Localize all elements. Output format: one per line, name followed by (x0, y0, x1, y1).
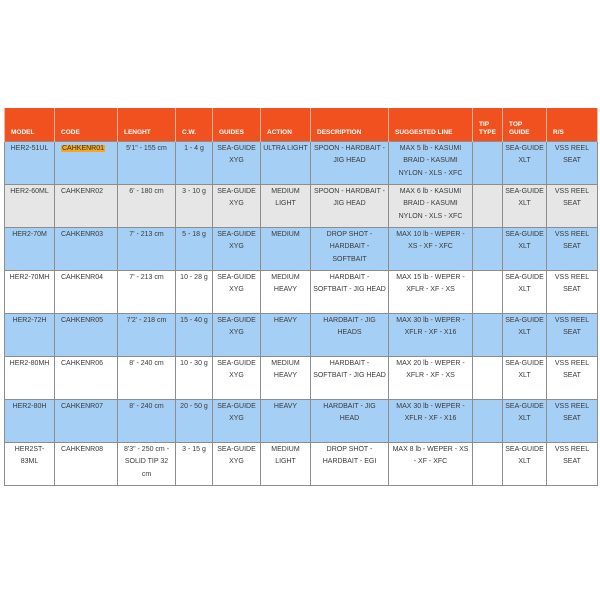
reel-seat-cell: VSS REEL SEAT (547, 185, 598, 228)
guides-cell: SEA-GUIDE XYG (213, 400, 261, 443)
suggested-line-cell: MAX 15 lb - WEPER - XFLR - XF - XS (389, 271, 473, 314)
description-cell: HARDBAIT - JIG HEAD (311, 400, 389, 443)
model-cell: HER2-70MH (5, 271, 55, 314)
guides-cell: SEA-GUIDE XYG (213, 271, 261, 314)
reel-seat-cell: VSS REEL SEAT (547, 314, 598, 357)
cw-cell: 1 - 4 g (176, 142, 213, 185)
description-cell: HARDBAIT - SOFTBAIT - JIG HEAD (311, 357, 389, 400)
code-cell: CAHKENR03 (55, 228, 118, 271)
cw-cell: 15 - 40 g (176, 314, 213, 357)
header-tip-type: TIP TYPE (473, 108, 503, 142)
cw-cell: 5 - 18 g (176, 228, 213, 271)
description-cell: DROP SHOT - HARDBAIT - EGI (311, 443, 389, 486)
length-cell: 5'1" - 155 cm (118, 142, 176, 185)
length-cell: 8' - 240 cm (118, 357, 176, 400)
suggested-line-cell: MAX 30 lb - WEPER - XFLR - XF - X16 (389, 400, 473, 443)
description-cell: HARDBAIT - SOFTBAIT - JIG HEAD (311, 271, 389, 314)
suggested-line-cell: MAX 20 lb - WEPER - XFLR - XF - XS (389, 357, 473, 400)
code-cell: CAHKENR07 (55, 400, 118, 443)
cw-cell: 20 - 50 g (176, 400, 213, 443)
length-cell: 7'2' - 218 cm (118, 314, 176, 357)
action-cell: MEDIUM HEAVY (261, 357, 311, 400)
table-row (5, 228, 598, 271)
top-guide-cell: SEA-GUIDE XLT (503, 400, 547, 443)
action-cell: MEDIUM LIGHT (261, 185, 311, 228)
guides-cell: SEA-GUIDE XYG (213, 314, 261, 357)
table-row (5, 314, 598, 357)
reel-seat-cell: VSS REEL SEAT (547, 357, 598, 400)
length-cell: 7' - 213 cm (118, 228, 176, 271)
header-suggested-line: SUGGESTED LINE (389, 108, 473, 142)
description-cell: SPOON - HARDBAIT - JIG HEAD (311, 142, 389, 185)
reel-seat-cell: VSS REEL SEAT (547, 271, 598, 314)
description-cell: SPOON - HARDBAIT - JIG HEAD (311, 185, 389, 228)
top-guide-cell: SEA-GUIDE XLT (503, 443, 547, 486)
length-cell: 6' - 180 cm (118, 185, 176, 228)
top-guide-cell: SEA-GUIDE XLT (503, 314, 547, 357)
guides-cell: SEA-GUIDE XYG (213, 443, 261, 486)
model-cell: HER2-70M (5, 228, 55, 271)
action-cell: HEAVY (261, 400, 311, 443)
top-guide-cell: SEA-GUIDE XLT (503, 185, 547, 228)
cw-cell: 3 - 15 g (176, 443, 213, 486)
top-guide-cell: SEA-GUIDE XLT (503, 142, 547, 185)
length-cell: 8'3" - 250 cm - SOLID TIP 32 cm (118, 443, 176, 486)
cw-cell: 10 - 28 g (176, 271, 213, 314)
tip-cell (473, 357, 503, 400)
code-cell (55, 142, 118, 185)
top-guide-cell: SEA-GUIDE XLT (503, 357, 547, 400)
reel-seat-cell: VSS REEL SEAT (547, 228, 598, 271)
code-cell: CAHKENR04 (55, 271, 118, 314)
model-cell: HER2-80H (5, 400, 55, 443)
action-cell: MEDIUM LIGHT (261, 443, 311, 486)
highlighted-code: CAHKENR01 (62, 145, 105, 152)
suggested-line-cell: MAX 30 lb - WEPER - XFLR - XF - X16 (389, 314, 473, 357)
model-cell: HER2-60ML (5, 185, 55, 228)
tip-cell (473, 443, 503, 486)
header-code: CODE (55, 108, 118, 142)
guides-cell: SEA-GUIDE XYG (213, 357, 261, 400)
code-cell: CAHKENR05 (55, 314, 118, 357)
description-cell: DROP SHOT - HARDBAIT - SOFTBAIT (311, 228, 389, 271)
cw-cell: 10 - 30 g (176, 357, 213, 400)
table-row (5, 142, 598, 185)
length-cell: 7' - 213 cm (118, 271, 176, 314)
table-header-row (5, 108, 598, 142)
code-cell: CAHKENR08 (55, 443, 118, 486)
top-guide-cell: SEA-GUIDE XLT (503, 271, 547, 314)
action-cell: MEDIUM HEAVY (261, 271, 311, 314)
reel-seat-cell: VSS REEL SEAT (547, 443, 598, 486)
reel-seat-cell: VSS REEL SEAT (547, 142, 598, 185)
model-cell: HER2ST-83ML (5, 443, 55, 486)
table-row (5, 271, 598, 314)
guides-cell: SEA-GUIDE XYG (213, 142, 261, 185)
tip-cell (473, 400, 503, 443)
table-row (5, 443, 598, 486)
header-top-guide: TOP GUIDE (503, 108, 547, 142)
tip-cell (473, 185, 503, 228)
action-cell: MEDIUM (261, 228, 311, 271)
guides-cell: SEA-GUIDE XYG (213, 228, 261, 271)
header-cw: C.W. (176, 108, 213, 142)
model-cell: HER2-51UL (5, 142, 55, 185)
code-cell: CAHKENR06 (55, 357, 118, 400)
tip-cell (473, 314, 503, 357)
table-row (5, 400, 598, 443)
length-cell: 8' - 240 cm (118, 400, 176, 443)
tip-cell (473, 228, 503, 271)
header-reel-seat: R/S (547, 108, 598, 142)
model-cell: HER2-80MH (5, 357, 55, 400)
header-model: MODEL (5, 108, 55, 142)
description-cell: HARDBAIT - JIG HEADS (311, 314, 389, 357)
action-cell: ULTRA LIGHT (261, 142, 311, 185)
header-action: ACTION (261, 108, 311, 142)
header-description: DESCRIPTION (311, 108, 389, 142)
action-cell: HEAVY (261, 314, 311, 357)
header-guides: GUIDES (213, 108, 261, 142)
top-guide-cell: SEA-GUIDE XLT (503, 228, 547, 271)
model-cell: HER2-72H (5, 314, 55, 357)
code-cell: CAHKENR02 (55, 185, 118, 228)
suggested-line-cell: MAX 10 lb - WEPER - XS - XF - XFC (389, 228, 473, 271)
guides-cell: SEA-GUIDE XYG (213, 185, 261, 228)
table-row (5, 357, 598, 400)
suggested-line-cell: MAX 8 lb - WEPER - XS - XF - XFC (389, 443, 473, 486)
suggested-line-cell: MAX 6 lb - KASUMI BRAID - KASUMI NYLON - XLS - XFC (389, 185, 473, 228)
cw-cell: 3 - 10 g (176, 185, 213, 228)
tip-cell (473, 271, 503, 314)
header-length: LENGHT (118, 108, 176, 142)
rod-spec-table (4, 108, 598, 486)
tip-cell (473, 142, 503, 185)
reel-seat-cell: VSS REEL SEAT (547, 400, 598, 443)
table-row (5, 185, 598, 228)
suggested-line-cell: MAX 5 lb - KASUMI BRAID - KASUMI NYLON - XLS - XFC (389, 142, 473, 185)
